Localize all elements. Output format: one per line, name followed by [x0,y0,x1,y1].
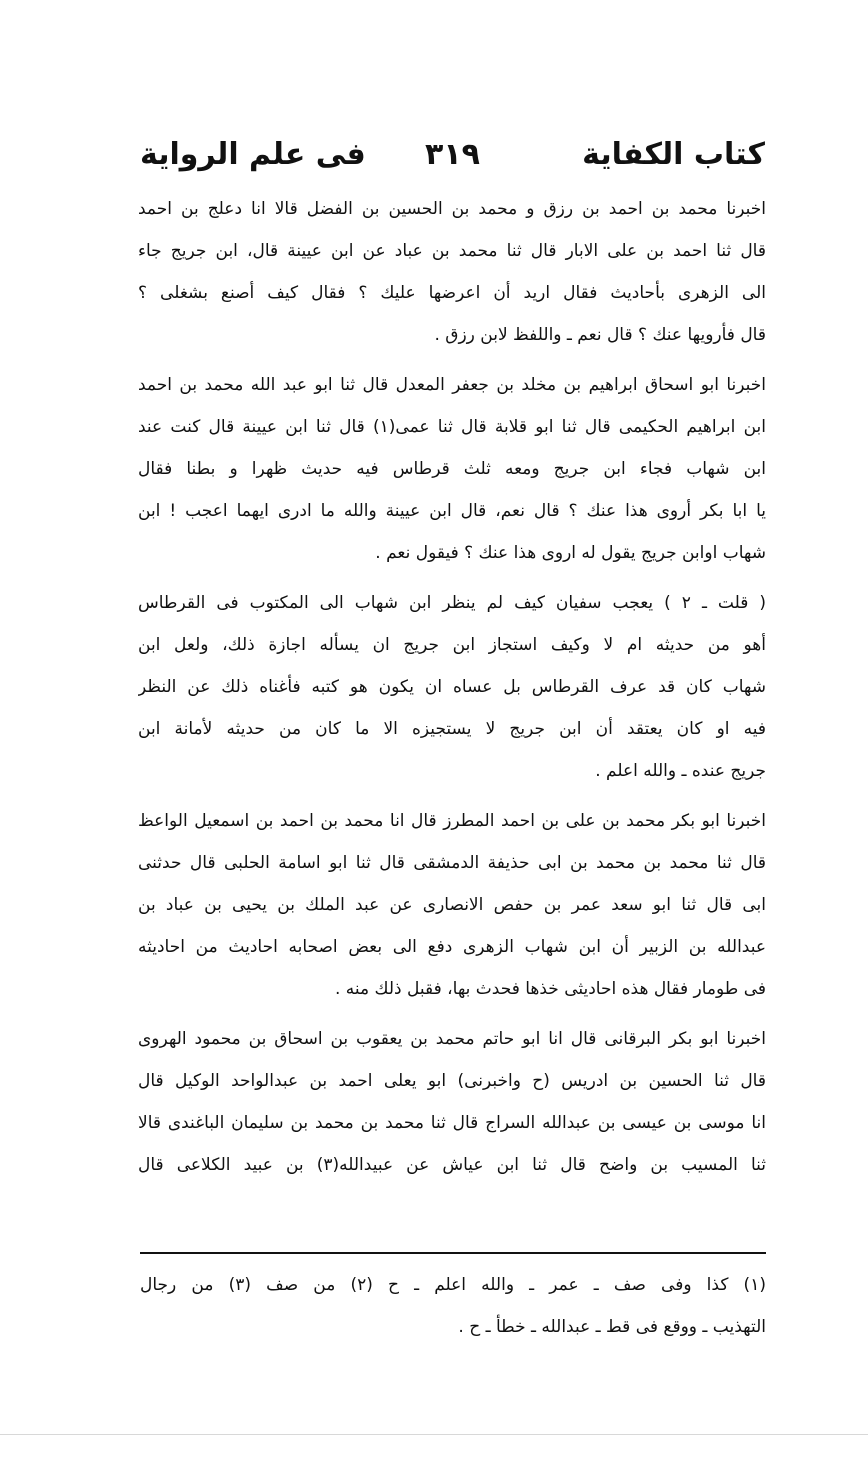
text-line: قال ثنا الحسين بن ادريس (ح واخبرنى) ابو يعلى احمد بن عبدالواحد الوكيل قال [138,1071,766,1091]
text-line: عبدالله بن الزبير أن ابن شهاب الزهرى دفع الى بعض اصحابه احاديث من احاديثه [138,937,766,957]
text-line: ابى قال ثنا ابو سعد عمر بن حفص الانصارى عن عبد الملك بن يحيى بن عباد بن [138,895,766,915]
footnote-line: (١) كذا وفى صف ـ عمر ـ والله اعلم ـ ح (٢) من صف (٣) من رجال [140,1275,766,1295]
text-line: انا موسى بن عيسى بن عبدالله السراج قال ثنا محمد بن محمد بن سليمان الباغندى قالا [138,1113,766,1133]
paragraph-4 [138,800,766,1010]
text-line: قال ثنا احمد بن على الابار قال ثنا محمد بن عباد عن ابن عيينة قال، ابن جريج جاء [138,241,766,261]
paragraph-5 [138,1018,766,1186]
text-line: أهو من حديثه ام لا وكيف استجاز ابن جريج ان يسأله اجازة ذلك، ولعل ابن [138,635,766,655]
text-line: ثنا المسيب بن واضح قال ثنا ابن عياش عن عبيدالله(٣) بن عبيد الكلاعى قال [138,1155,766,1175]
text-line: يا ابا بكر أروى هذا عنك ؟ قال نعم، قال ابن عيينة والله ما ادرى ايهما اعجب ! ابن [138,501,766,521]
footnote-line: التهذيب ـ ووقع فى قط ـ عبدالله ـ خطأ ـ ح . [458,1317,766,1337]
text-line: اخبرنا ابو اسحاق ابراهيم بن مخلد بن جعفر المعدل قال ثنا ابو عبد الله محمد بن احمد [138,375,766,395]
text-line: فى طومار فقال هذه احاديثى خذها فحدث بها، فقبل ذلك منه . [334,979,766,999]
paragraph-3 [138,582,766,792]
main-text [138,188,766,1186]
text-line: ابن ابراهيم الحكيمى قال ثنا ابو قلابة قال ثنا عمى(١) قال ثنا ابن عيينة قال كنت عند [138,417,766,437]
text-line: شهاب كان قد عرف القرطاس بل عساه ان يكون هو كتبه فأغناه ذلك عن النظر [138,677,766,697]
text-line: قال ثنا محمد بن محمد بن ابى حذيفة الدمشقى قال ثنا ابو اسامة الحلبى قال حدثنى [138,853,766,873]
footnotes [140,1264,766,1348]
book-subject: فى علم الرواية [140,137,366,172]
page-number: ٣١٩ [425,137,480,172]
footnote-divider [140,1252,766,1254]
text-line: اخبرنا ابو بكر محمد بن على بن احمد المطرز قال انا محمد بن احمد بن اسمعيل الواعظ [138,811,766,831]
scan-edge-line [0,1434,868,1435]
book-title: كتاب الكفاية [582,137,765,172]
text-line: ابن شهاب فجاء ابن جريج ومعه ثلث قرطاس فيه حديث ظهرا و بطنا فقال [138,459,766,479]
text-line: ( قلت ـ ٢ ) يعجب سفيان كيف لم ينظر ابن شهاب الى المكتوب فى القرطاس [138,593,766,613]
text-line: الى الزهرى بأحاديث فقال اريد أن اعرضها عليك ؟ فقال كيف أصنع بشغلى ؟ [138,283,766,303]
paragraph-2 [138,364,766,574]
text-line: شهاب اوابن جريج يقول له اروى هذا عنك ؟ فيقول نعم . [375,543,766,563]
text-line: جريج عنده ـ والله اعلم . [595,761,766,781]
text-line: قال فأرويها عنك ؟ قال نعم ـ واللفظ لابن رزق . [434,325,766,345]
page-header [140,130,765,186]
paragraph-1 [138,188,766,356]
text-line: فيه او كان يعتقد أن ابن جريج لا يستجيزه الا ما كان من حديثه لأمانة ابن [138,719,766,739]
text-line: اخبرنا محمد بن احمد بن رزق و محمد بن الحسين بن الفضل قالا انا دعلج بن احمد [138,199,766,219]
text-line: اخبرنا ابو بكر البرقانى قال انا ابو حاتم محمد بن يعقوب بن اسحاق بن محمود الهروى [138,1029,766,1049]
